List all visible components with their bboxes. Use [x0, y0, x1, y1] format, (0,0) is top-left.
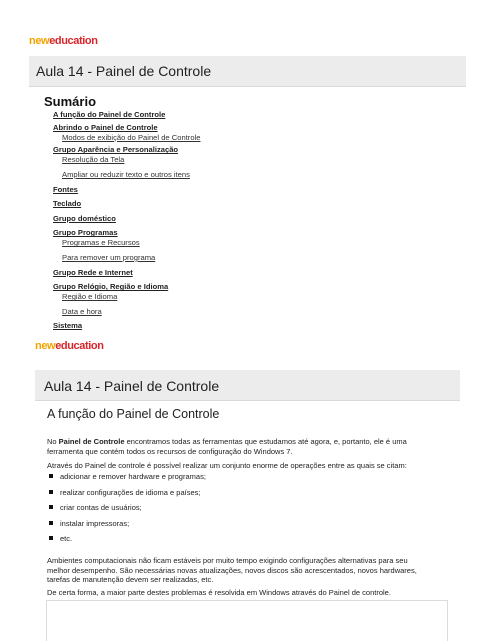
toc-item [53, 145, 200, 180]
toc-link-abrindo[interactable]: Abrindo o Painel de Controle [53, 122, 158, 132]
toc-link-fontes[interactable]: Fontes [53, 184, 78, 194]
intro-text-line2: ferramenta que contém todos os recursos de configuração do Windows 7. [47, 446, 293, 456]
bullet-icon [49, 536, 53, 540]
toc-sublink-data-hora[interactable]: Data e hora [62, 306, 102, 316]
list-item-text: adicionar e remover hardware e programas; [60, 472, 206, 481]
list-item-text: etc. [60, 534, 73, 543]
env-line-1: Ambientes computacionais não ficam estáveis por muito tempo exigindo configurações alternativas para seu [47, 556, 408, 565]
page1-title-bar [29, 56, 466, 87]
toc-sublink-resolucao[interactable]: Resolução da Tela [62, 155, 125, 165]
table-of-contents [44, 94, 200, 331]
newedu-logo [35, 340, 104, 352]
toc-item [53, 123, 200, 143]
list-item [47, 488, 206, 504]
logo-part-new: new [35, 340, 56, 352]
newedu-logo [29, 35, 98, 47]
logo-part-education: education [49, 35, 98, 47]
env-line-3: tarefas de manutenção devem ser realizadas, etc. [47, 575, 214, 585]
list-item [47, 519, 206, 535]
toc-link-funcao[interactable]: A função do Painel de Controle [53, 110, 166, 119]
toc-sublink-regiao-idioma[interactable]: Região e Idioma [62, 292, 118, 302]
bullet-icon [49, 474, 53, 478]
toc-item [53, 185, 200, 195]
toc-sublink-modos[interactable]: Modos de exibição do Painel de Controle [62, 132, 201, 142]
toc-item [53, 228, 200, 263]
list-item [47, 503, 206, 519]
toc-item [53, 199, 200, 209]
env-line-2: melhor desempenho. São necessárias novas atualizações, novos discos são acrescentados, novos hardwares, [47, 565, 417, 575]
logo-part-new: new [29, 35, 50, 47]
toc-link-aparencia[interactable]: Grupo Aparência e Personalização [53, 145, 179, 155]
page2-title-bar [35, 370, 460, 401]
toc-heading: Sumário [44, 94, 97, 109]
toc-link-programas[interactable]: Grupo Programas [53, 228, 118, 238]
toc-item [53, 110, 200, 120]
intro-text-line1: encontramos todas as ferramentas que estudamos até agora, e, portanto, ele é uma [124, 437, 407, 446]
toc-link-rede-internet[interactable]: Grupo Rede e Internet [53, 267, 133, 277]
list-item [47, 472, 206, 488]
toc-link-teclado[interactable]: Teclado [53, 199, 82, 209]
bullet-icon [49, 490, 53, 494]
bullet-icon [49, 521, 53, 525]
operations-paragraph: Através do Painel de controle é possível realizar um conjunto enorme de operações entre as quais se citam: [47, 461, 407, 470]
toc-sublink-programas-recursos[interactable]: Programas e Recursos [62, 238, 140, 248]
logo-part-education: education [55, 340, 104, 352]
intro-bold-term: Painel de Controle [58, 437, 125, 446]
final-paragraph: De certa forma, a maior parte destes problemas é resolvida em Windows através do Painel de controle. [47, 588, 391, 597]
toc-link-relogio[interactable]: Grupo Relógio, Região e Idioma [53, 282, 169, 292]
toc-list [44, 110, 200, 331]
toc-item [53, 268, 200, 278]
operations-list [47, 472, 206, 550]
intro-paragraph [47, 437, 447, 456]
toc-link-grupo-domestico[interactable]: Grupo doméstico [53, 213, 116, 223]
page1-title: Aula 14 - Painel de Controle [36, 63, 212, 79]
list-item-text: instalar impressoras; [60, 518, 130, 528]
environment-paragraph [47, 556, 447, 585]
intro-text-pre: No [47, 437, 59, 446]
toc-item [53, 321, 200, 331]
toc-sublink-remover-programa[interactable]: Para remover um programa [62, 252, 156, 262]
bullet-icon [49, 505, 53, 509]
section-title: A função do Painel de Controle [47, 407, 220, 421]
list-item-text: realizar configurações de idioma e países; [60, 487, 201, 497]
toc-link-sistema[interactable]: Sistema [53, 321, 83, 331]
screenshot-frame [46, 600, 448, 641]
list-item-text: criar contas de usuários; [60, 503, 142, 512]
toc-sublink-ampliar[interactable]: Ampliar ou reduzir texto e outros itens [62, 169, 190, 179]
toc-item [53, 282, 200, 317]
page2-title: Aula 14 - Painel de Controle [44, 378, 220, 394]
toc-item [53, 214, 200, 224]
list-item [47, 534, 206, 550]
